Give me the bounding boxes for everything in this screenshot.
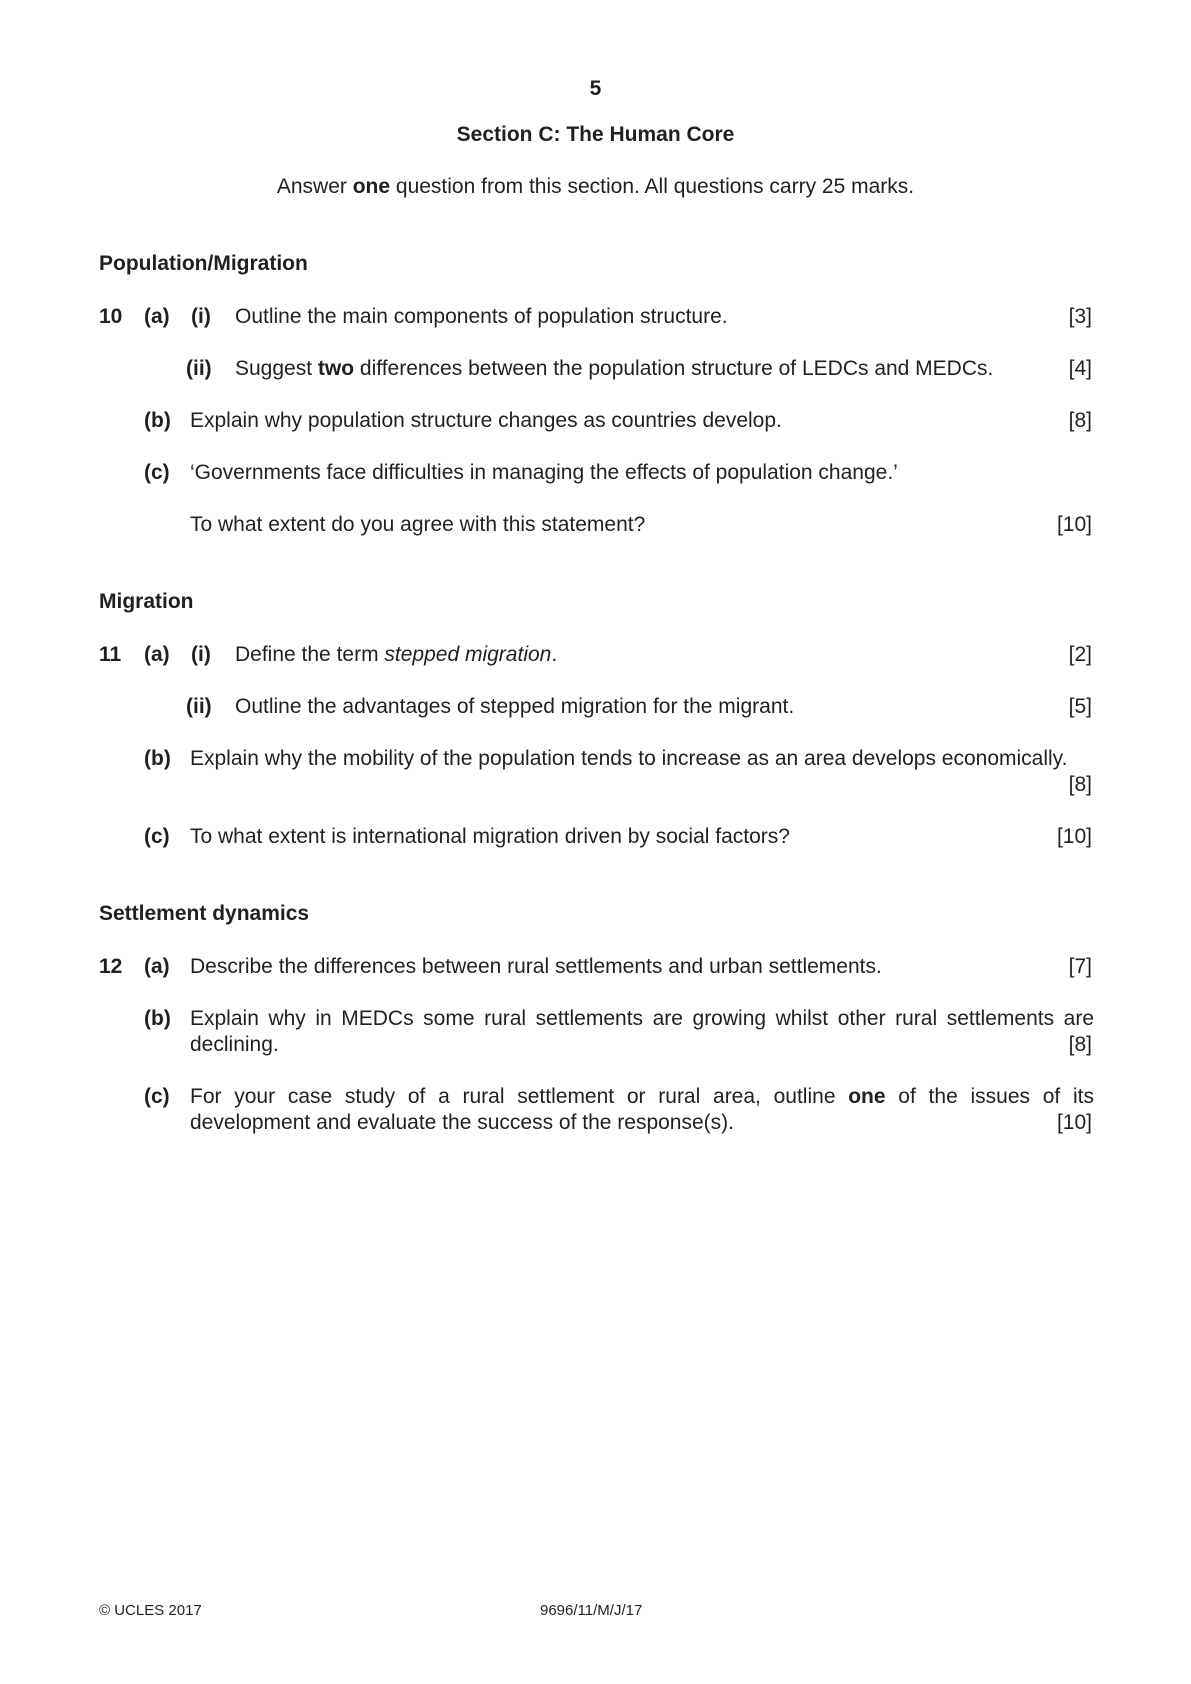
q11-a-i	[0, 642, 1191, 672]
topic-heading-settlement: Settlement dynamics	[99, 902, 310, 925]
q11-a-ii	[0, 694, 1191, 724]
question-number: 11	[99, 643, 122, 666]
paper-code: 9696/11/M/J/17	[540, 1602, 643, 1619]
question-text: To what extent do you agree with this statement?	[190, 513, 646, 536]
copyright: © UCLES 2017	[99, 1602, 202, 1619]
question-number: 12	[99, 955, 123, 978]
subpart-label: (i)	[191, 643, 211, 666]
question-number: 10	[99, 305, 123, 328]
part-label: (a)	[144, 643, 170, 666]
q10-a-i	[0, 304, 1191, 334]
question-quote: ‘Governments face difficulties in managing the effects of population change.’	[190, 461, 898, 484]
question-text-line1: Explain why in MEDCs some rural settlements are growing whilst other rural settlements are	[190, 1007, 1094, 1030]
part-label: (c)	[144, 825, 170, 848]
question-text: Define the term stepped migration.	[235, 643, 558, 666]
marks: [10]	[1056, 825, 1092, 848]
part-label: (a)	[144, 305, 170, 328]
marks: [10]	[1056, 1111, 1092, 1134]
question-text-line1: For your case study of a rural settlement or rural area, outline one of the issues of its	[190, 1085, 1094, 1108]
topic-heading-migration: Migration	[99, 590, 194, 613]
q11-b-marks-line	[0, 772, 1191, 802]
question-text-line2: declining.	[190, 1033, 279, 1056]
question-text: Explain why the mobility of the population tends to increase as an area develops economically.	[190, 747, 1068, 770]
q11-c	[0, 824, 1191, 854]
q12-c-line2	[0, 1110, 1191, 1140]
q10-c	[0, 460, 1191, 490]
question-text-line2: development and evaluate the success of the response(s).	[190, 1111, 734, 1134]
marks: [8]	[1068, 409, 1092, 432]
marks: [3]	[1068, 305, 1092, 328]
question-text: Outline the advantages of stepped migration for the migrant.	[235, 695, 795, 718]
topic-heading-population: Population/Migration	[99, 252, 308, 275]
part-label: (a)	[144, 955, 170, 978]
marks: [5]	[1068, 695, 1092, 718]
part-label: (c)	[144, 1085, 170, 1108]
q12-a	[0, 954, 1191, 984]
section-title: Section C: The Human Core	[456, 123, 735, 146]
question-text: Outline the main components of population structure.	[235, 305, 728, 328]
page-number: 5	[589, 77, 602, 100]
subpart-label: (ii)	[186, 695, 212, 718]
question-text: Suggest two differences between the population structure of LEDCs and MEDCs.	[235, 357, 994, 380]
q12-b-line2	[0, 1032, 1191, 1062]
part-label: (b)	[144, 409, 171, 432]
marks: [2]	[1068, 643, 1092, 666]
q10-a-ii	[0, 356, 1191, 386]
part-label: (b)	[144, 1007, 171, 1030]
subpart-label: (i)	[191, 305, 211, 328]
question-text: To what extent is international migration driven by social factors?	[190, 825, 790, 848]
part-label: (b)	[144, 747, 171, 770]
part-label: (c)	[144, 461, 170, 484]
question-text: Describe the differences between rural settlements and urban settlements.	[190, 955, 882, 978]
question-text: Explain why population structure changes as countries develop.	[190, 409, 782, 432]
q10-c-question	[0, 512, 1191, 542]
marks: [7]	[1068, 955, 1092, 978]
subpart-label: (ii)	[186, 357, 212, 380]
marks: [10]	[1056, 513, 1092, 536]
marks: [4]	[1068, 357, 1092, 380]
q10-b	[0, 408, 1191, 438]
section-instructions: Answer one question from this section. All questions carry 25 marks.	[276, 175, 915, 198]
marks: [8]	[1068, 773, 1092, 796]
marks: [8]	[1068, 1033, 1092, 1056]
